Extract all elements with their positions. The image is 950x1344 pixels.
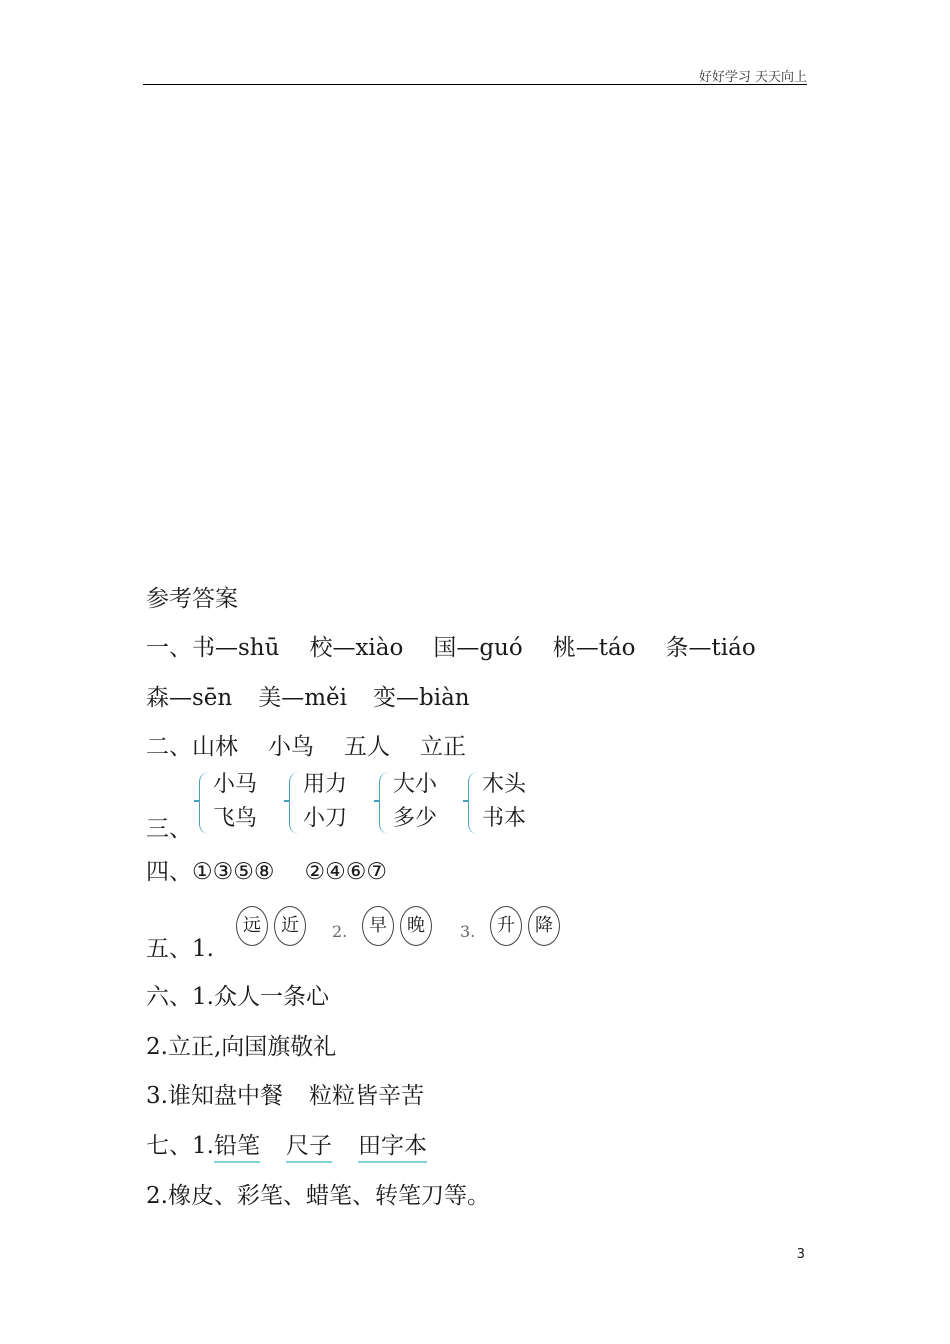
q7-item: 尺子 [286, 1131, 332, 1163]
q4-label: 四、 [146, 859, 192, 885]
q7-line-2: 2.橡皮、彩笔、蜡笔、转笔刀等。 [146, 1183, 490, 1209]
pair-top: 大小 [393, 772, 438, 797]
circled-char: 近 [274, 906, 306, 946]
q6-line-2: 2.立正,向国旗敬礼 [146, 1034, 337, 1060]
word-pair [468, 768, 526, 836]
circled-char: 升 [490, 906, 522, 946]
q1-label: 一、 [146, 635, 192, 661]
q2-label: 二、 [146, 734, 192, 760]
word-pair [289, 768, 347, 836]
q2-item: 五人 [344, 734, 390, 760]
q2-item: 立正 [420, 734, 466, 760]
q1-item: 国—guó [433, 635, 523, 661]
header-rule [143, 84, 807, 85]
word-pair [199, 768, 257, 836]
q1-line-1 [146, 633, 756, 663]
q2-line [146, 732, 466, 762]
q5-num-2: 2. [332, 922, 348, 941]
word-pair [379, 768, 437, 836]
pair-bottom: 小刀 [303, 806, 348, 831]
q2-item: 山林 [192, 734, 238, 760]
circled-char: 降 [528, 906, 560, 946]
answers-title: 参考答案 [146, 586, 238, 612]
q1-line-2 [146, 683, 470, 713]
brace-icon [289, 772, 299, 834]
q1-item: 变—biàn [373, 685, 470, 711]
q4-group: ①③⑤⑧ [192, 859, 275, 885]
circled-char: 早 [362, 906, 394, 946]
q4-line [146, 857, 387, 887]
q2-item: 小鸟 [268, 734, 314, 760]
q1-item: 校—xiào [309, 635, 404, 661]
pair-bottom: 书本 [482, 806, 527, 831]
q6-line-3 [146, 1081, 424, 1111]
brace-icon [379, 772, 389, 834]
q5-label: 五、1. [146, 936, 214, 962]
q1-item: 书—shū [192, 635, 280, 661]
q7-item: 铅笔 [214, 1131, 260, 1163]
pair-bottom: 飞鸟 [213, 806, 258, 831]
q1-item: 森—sēn [146, 685, 233, 711]
q4-group: ②④⑥⑦ [304, 859, 387, 885]
q7-label: 七、1. [146, 1133, 214, 1159]
pair-top: 小马 [213, 772, 258, 797]
brace-icon [199, 772, 209, 834]
q1-item: 桃—táo [552, 635, 636, 661]
pair-bottom: 多少 [393, 806, 438, 831]
q6-phrase: 粒粒皆辛苦 [308, 1083, 424, 1109]
brace-icon [468, 772, 478, 834]
circled-char: 远 [236, 906, 268, 946]
q6-line-1: 六、1.众人一条心 [146, 984, 329, 1010]
page-number: 3 [796, 1247, 805, 1262]
q7-item: 田字本 [358, 1131, 427, 1163]
q7-line-1 [146, 1131, 427, 1163]
q1-item: 条—tiáo [665, 635, 756, 661]
pair-top: 木头 [482, 772, 527, 797]
pair-top: 用力 [303, 772, 348, 797]
q5-num-3: 3. [460, 922, 476, 941]
q3-label: 三、 [146, 816, 192, 842]
q1-item: 美—měi [258, 685, 348, 711]
circled-char: 晚 [400, 906, 432, 946]
header-motto: 好好学习 天天向上 [698, 70, 807, 85]
q6-phrase: 3.谁知盘中餐 [146, 1083, 283, 1109]
